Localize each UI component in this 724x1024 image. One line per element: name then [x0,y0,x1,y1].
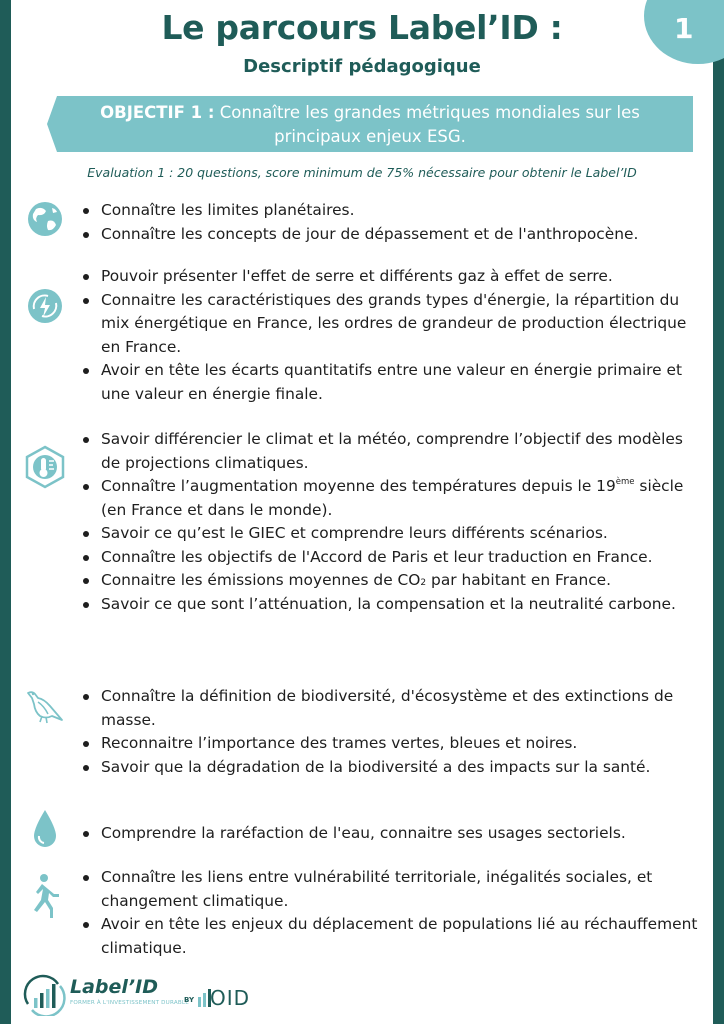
subscript: 2 [420,578,427,588]
page-number: 1 [674,12,694,45]
list-item: Pouvoir présenter l'effet de serre et différents gaz à effet de serre. [80,265,705,289]
objective-banner [47,96,693,152]
walking-person-icon [22,872,68,918]
list-item [80,475,705,522]
list-item: Connaître les objectifs de l'Accord de Paris et leur traduction en France. [80,546,705,570]
list-item: Connaître les limites planétaires. [80,199,705,223]
list-item: Avoir en tête les écarts quantitatifs entre une valeur en énergie primaire et une valeur en énergie finale. [80,359,705,406]
list-item: Connaitre les caractéristiques des grands types d'énergie, la répartition du mix énergétique en France, les ordres de grandeur de production électrique en France. [80,289,705,360]
item-text: Connaître l’augmentation moyenne des températures depuis le 19 [101,477,616,495]
list-item: Savoir ce qu’est le GIEC et comprendre leurs différents scénarios. [80,522,705,546]
banner-notch-bottom [47,124,57,152]
list-item: Comprendre la raréfaction de l'eau, connaitre ses usages sectoriels. [80,822,705,846]
right-border [713,0,724,1024]
label-id-logo [22,970,189,1020]
objective-text-line2: principaux enjeux ESG. [274,127,466,146]
bird-icon [22,685,68,731]
climate-icon [22,445,68,491]
list-item: Savoir ce que sont l’atténuation, la compensation et la neutralité carbone. [80,593,705,617]
logo-name: Label’ID [70,976,158,998]
section-1-list [80,199,705,246]
list-item: Connaître la définition de biodiversité, d'écosystème et des extinctions de masse. [80,685,705,732]
section-3-list [80,428,705,616]
section-4-list [80,685,705,779]
label-id-logo-icon [22,972,66,1016]
evaluation-note: Evaluation 1 : 20 questions, score minimum de 75% nécessaire pour obtenir le Label’ID [87,165,637,180]
globe-icon [22,199,68,245]
page-title: Le parcours Label’ID : [161,8,563,47]
oid-name: OID [210,986,251,1010]
energy-icon [22,285,68,331]
list-item [80,569,705,593]
list-item: Savoir que la dégradation de la biodiversité a des impacts sur la santé. [80,756,705,780]
list-item: Connaître les concepts de jour de dépassement et de l'anthropocène. [80,223,705,247]
objective-text-line1: Connaître les grandes métriques mondiales sur les [214,103,640,122]
page-subtitle: Descriptif pédagogique [243,56,481,77]
item-text: siècle (en France et dans le monde). [101,477,684,519]
by-label: BY [184,996,195,1004]
section-5-list [80,822,705,846]
left-border [0,0,11,1024]
oid-logo [184,986,274,1016]
list-item: Connaître les liens entre vulnérabilité territoriale, inégalités sociales, et changement climatique. [80,866,705,913]
objective-label: OBJECTIF 1 : [100,103,215,122]
item-text: par habitant en France. [426,571,612,589]
list-item: Avoir en tête les enjeux du déplacement de populations lié au réchauffement climatique. [80,913,705,960]
list-item: Savoir différencier le climat et la météo, comprendre l’objectif des modèles de projections climatiques. [80,428,705,475]
logo-tagline: FORMER À L'INVESTISSEMENT DURABLE [70,1000,189,1006]
section-6-list [80,866,705,960]
superscript: ème [615,477,635,487]
banner-notch-top [47,96,57,124]
section-2-list [80,265,705,406]
item-text: Connaitre les émissions moyennes de CO [101,571,421,589]
water-drop-icon [22,806,68,852]
list-item: Reconnaitre l’importance des trames vertes, bleues et noires. [80,732,705,756]
